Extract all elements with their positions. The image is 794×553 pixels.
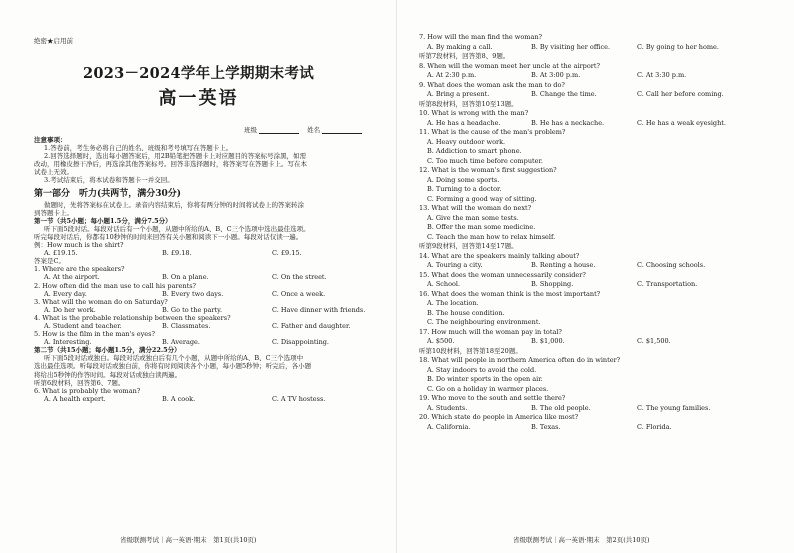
- secret-label: 绝密★启用前: [34, 37, 73, 45]
- question-options: [34, 273, 384, 281]
- question: 9. What does the woman ask the man to do?: [419, 80, 565, 89]
- option-b[interactable]: B. Every two days.: [162, 289, 224, 298]
- question-options: [34, 290, 384, 298]
- option-c[interactable]: C. On the street.: [272, 273, 327, 282]
- question: 4. What is the probable relationship between the speakers?: [34, 313, 231, 322]
- option-b[interactable]: B. Average.: [162, 338, 200, 347]
- material-instruction: 听第7段材料，回答第8、9题。: [419, 52, 510, 60]
- material-instruction: 听第6段材料，回答第6、7题。: [34, 378, 125, 387]
- option-line[interactable]: A. Stay indoors to avoid the cold.: [427, 365, 537, 374]
- option-c[interactable]: C. Florida.: [637, 422, 672, 431]
- option-line[interactable]: B. The house condition.: [427, 308, 505, 317]
- option-line[interactable]: A. Doing some sports.: [427, 175, 500, 184]
- section1-intro-line: 听下面5段对话。每段对话后有一个小题，从题中所给的A、B、C三个选项中选出最佳选项。: [44, 224, 310, 233]
- option-b[interactable]: B. At 3:00 p.m.: [531, 71, 581, 79]
- option-line[interactable]: B. Addiction to smart phone.: [427, 147, 522, 155]
- option-line[interactable]: B. Offer the man some medicine.: [427, 223, 536, 231]
- example-answer: 答案是C。: [34, 257, 65, 266]
- section2-intro-line: 将给出5秒钟的作答时间。每段对话或独白读两遍。: [34, 370, 182, 379]
- question: 3. What will the woman do on Saturday?: [34, 297, 168, 306]
- option-line[interactable]: C. Too much time before computer.: [427, 156, 543, 165]
- option-a[interactable]: A. $500.: [427, 337, 455, 345]
- question: 19. Who move to the south and settle there?: [419, 394, 566, 402]
- question-options: [419, 423, 785, 433]
- option-b[interactable]: B. £9.18.: [162, 249, 192, 258]
- option-b[interactable]: B. Renting a house.: [531, 261, 596, 269]
- option-line[interactable]: B. Do winter sports in the open air.: [427, 375, 543, 383]
- name-label: 姓名: [307, 126, 321, 134]
- option-b[interactable]: B. He has a neckache.: [531, 118, 605, 127]
- question: 17. How much will the woman pay in total?: [419, 327, 562, 336]
- question-options: [419, 404, 785, 414]
- question: 14. What are the speakers mainly talking about?: [419, 251, 580, 260]
- class-label: 班级: [244, 126, 257, 134]
- right-page-content: [419, 33, 785, 432]
- note-line: 2.回答选择题时，选出每小题答案后，用2B铅笔把答题卡上对应题目的答案标号涂黑，如需: [44, 152, 307, 161]
- class-blank[interactable]: [259, 126, 299, 134]
- option-c[interactable]: C. Father and daughter.: [272, 321, 351, 330]
- question-options: [34, 338, 384, 346]
- material-instruction: 听第9段材料，回答第14至17题。: [419, 242, 518, 250]
- option-line[interactable]: C. Teach the man how to relax himself.: [427, 232, 556, 241]
- question-options: [419, 43, 785, 53]
- question: 18. What will people in northern America often do in winter?: [419, 356, 621, 364]
- option-c[interactable]: C. He has a weak eyesight.: [637, 118, 726, 127]
- section1-title: 第一节（共5小题；每小题1.5分，满分7.5分）: [34, 216, 172, 225]
- section2-intro-line: 选出最佳选项。听每段对话或独白前，你将有时间阅读各个小题，每小题5秒钟；听完后，各小题: [34, 362, 312, 371]
- question: 16. What does the woman think is the most important?: [419, 289, 601, 298]
- option-c[interactable]: C. £9.15.: [272, 249, 302, 258]
- option-a[interactable]: A. Every day.: [44, 289, 87, 298]
- option-c[interactable]: C. Choosing schools.: [637, 261, 706, 269]
- note-line: 1.答卷前，考生务必将自己的姓名、班级和考号填写在答题卡上。: [44, 144, 233, 153]
- option-a[interactable]: A. Bring a present.: [427, 90, 490, 98]
- option-a[interactable]: A. Students.: [427, 403, 468, 412]
- question-options: [419, 280, 785, 290]
- option-b[interactable]: B. Go to the party.: [162, 305, 223, 314]
- option-line[interactable]: C. Go on a holiday in warmer places.: [427, 384, 549, 393]
- question: 10. What is wrong with the man?: [419, 109, 529, 117]
- question: 20. Which state do people in America like most?: [419, 413, 579, 421]
- question: 1. Where are the speakers?: [34, 265, 125, 274]
- option-c[interactable]: C. The young families.: [637, 403, 711, 412]
- question: 6. What is probably the woman?: [34, 386, 141, 395]
- option-c[interactable]: C. Have dinner with friends.: [272, 305, 366, 314]
- option-line[interactable]: A. Give the man some tests.: [427, 213, 519, 222]
- question-options: [34, 322, 384, 330]
- option-b[interactable]: B. $1,000.: [531, 337, 565, 345]
- question: 13. What will the woman do next?: [419, 204, 532, 212]
- example-options: [34, 249, 384, 257]
- option-a[interactable]: A. At 2:30 p.m.: [427, 71, 477, 79]
- option-line[interactable]: B. Turning to a doctor.: [427, 185, 502, 193]
- question: 2. How often did the man use to call his parents?: [34, 281, 197, 290]
- section2-title: 第二节（共15小题；每小题1.5分，满分22.5分）: [34, 346, 181, 355]
- material-instruction: 听第8段材料，回答第10至13题。: [419, 99, 518, 108]
- option-a[interactable]: A. £19.15.: [44, 249, 78, 258]
- option-c[interactable]: C. Call her before coming.: [637, 90, 724, 98]
- question: 12. What is the woman's first suggestion?: [419, 166, 557, 174]
- option-a[interactable]: A. He has a headache.: [427, 118, 501, 127]
- note-line: 3.考试结束后，将本试卷和答题卡一并交回。: [44, 176, 174, 185]
- question: 5. How is the film in the man's eyes?: [34, 330, 155, 339]
- question-options: [419, 119, 785, 129]
- question-options: [419, 261, 785, 271]
- footer-left: 省级联测考试｜高一英语·期末 第1页(共10页): [120, 536, 257, 544]
- option-line[interactable]: C. The neighbouring environment.: [427, 318, 541, 326]
- option-b[interactable]: B. Texas.: [531, 422, 561, 431]
- question-options: [34, 306, 384, 314]
- section1-intro-line: 听完每段对话后，你都有10秒钟的时间来回答有关小题和阅读下一小题。每段对话仅读一遍。: [34, 232, 303, 241]
- option-a[interactable]: A. Interesting.: [44, 338, 92, 347]
- option-b[interactable]: B. By visiting her office.: [531, 42, 611, 51]
- option-b[interactable]: B. On a plane.: [162, 273, 209, 282]
- part1-intro-line: 做题时，先将答案标在试卷上。录音内容结束后，你将有两分钟的时间将试卷上的答案转涂: [44, 200, 304, 209]
- section2-intro-line: 听下面5段对话或独白。每段对话或独白后有几个小题，从题中所给的A、B、C三个选项中: [44, 354, 304, 363]
- option-b[interactable]: B. Classmates.: [162, 321, 211, 330]
- question: 11. What is the cause of the man's problem?: [419, 128, 566, 136]
- question: 8. When will the woman meet her uncle at the airport?: [419, 61, 600, 70]
- option-c[interactable]: C. A TV hostess.: [272, 394, 326, 403]
- name-blank[interactable]: [322, 126, 362, 134]
- option-c[interactable]: C. Once a week.: [272, 289, 326, 298]
- option-c[interactable]: C. At 3:30 p.m.: [637, 71, 687, 79]
- part1-intro-line: 到答题卡上。: [34, 208, 73, 217]
- question-options: [419, 337, 785, 347]
- footer-right: 省级联测考试｜高一英语·期末 第2页(共10页): [513, 536, 650, 544]
- option-a[interactable]: A. California.: [427, 422, 471, 431]
- example-question: 例：How much is the shirt?: [34, 241, 124, 250]
- option-a[interactable]: A. Student and teacher.: [44, 321, 122, 330]
- option-line[interactable]: A. Heavy outdoor work.: [427, 137, 506, 146]
- class-name-line: [244, 125, 368, 134]
- option-c[interactable]: C. By going to her home.: [637, 42, 719, 51]
- option-b[interactable]: B. Change the time.: [531, 90, 597, 98]
- note-line: 改动，用橡皮擦干净后，再选涂其他答案标号。回答非选择题时，将答案写在答题卡上。写在本: [34, 160, 307, 169]
- option-a[interactable]: A. By making a call.: [427, 42, 493, 51]
- note-line: 试卷上无效。: [34, 168, 73, 177]
- option-b[interactable]: B. Shopping.: [531, 280, 574, 288]
- question-options: [419, 90, 785, 100]
- exam-subject: 高一英语: [158, 88, 239, 109]
- question-options: [419, 71, 785, 81]
- option-a[interactable]: A. A health expert.: [44, 394, 106, 403]
- option-c[interactable]: C. Disappointing.: [272, 338, 329, 347]
- option-a[interactable]: A. School.: [427, 280, 461, 288]
- question-options: [34, 395, 384, 403]
- option-line[interactable]: A. The location.: [427, 299, 479, 307]
- part1-title: 第一部分 听力(共两节，满分30分): [34, 188, 182, 199]
- option-a[interactable]: A. At the airport.: [44, 273, 100, 282]
- exam-title: 2023－2024学年上学期期末考试: [82, 65, 315, 82]
- option-line[interactable]: C. Forming a good way of sitting.: [427, 194, 537, 203]
- option-c[interactable]: C. Transportation.: [637, 280, 698, 288]
- material-instruction: 听第10段材料，回答第18至20题。: [419, 346, 522, 355]
- option-b[interactable]: B. A cook.: [162, 394, 196, 403]
- question: 15. What does the woman unnecessarily consider?: [419, 270, 586, 279]
- option-a[interactable]: A. Do her work.: [44, 305, 96, 314]
- question: 7. How will the man find the woman?: [419, 33, 542, 41]
- notes-heading: 注意事项：: [34, 136, 67, 144]
- option-a[interactable]: A. Touring a city.: [427, 261, 483, 269]
- option-b[interactable]: B. The old people.: [531, 403, 591, 412]
- option-c[interactable]: C. $1,500.: [637, 337, 671, 345]
- left-page-content: [34, 136, 384, 403]
